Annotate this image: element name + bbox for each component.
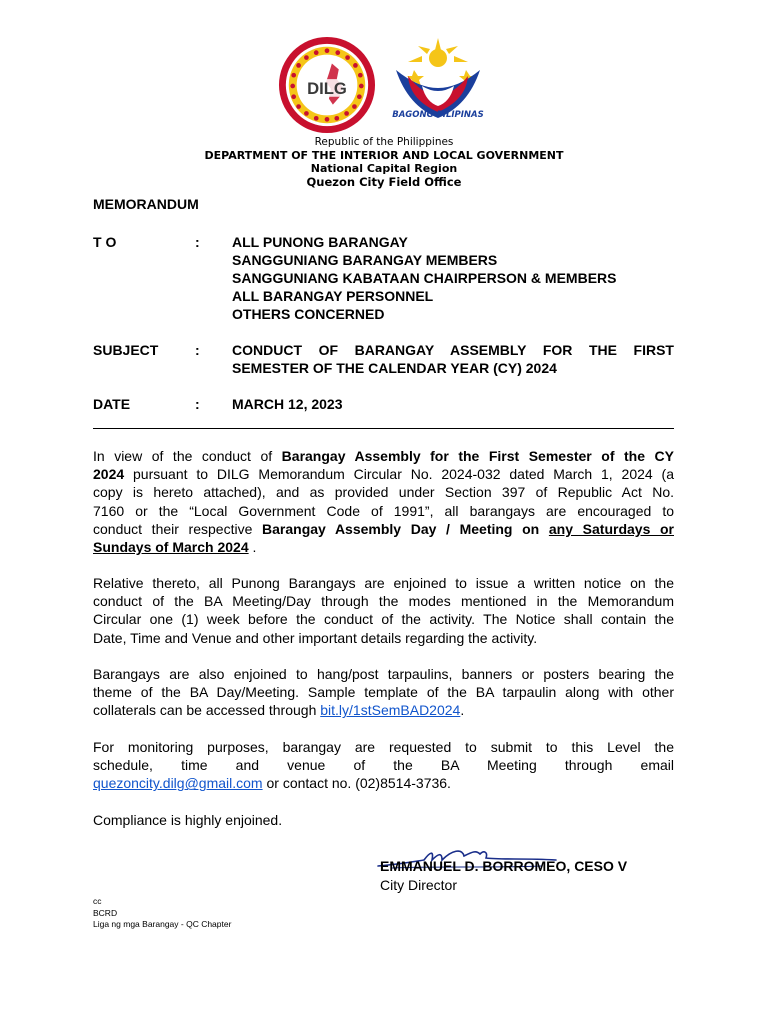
department-line: DEPARTMENT OF THE INTERIOR AND LOCAL GOVERNMENT: [204, 149, 564, 162]
subject-value: [232, 341, 674, 377]
paragraph-1: [93, 447, 674, 556]
text-line: Date, Time and Venue and other important details regarding the activity.: [93, 629, 538, 646]
tarpaulin-link[interactable]: bit.ly/1stSemBAD2024: [320, 702, 461, 719]
cc-recipient: Liga ng mga Barangay - QC Chapter: [93, 919, 232, 929]
text-line: For monitoring purposes, barangay are requested to submit to this Level the: [93, 739, 674, 755]
cc-block: [93, 896, 231, 931]
subject-colon: :: [195, 342, 200, 358]
bold-text-run: Barangay Assembly for the First Semester of the CY: [281, 448, 674, 464]
date-value: MARCH 12, 2023: [232, 396, 343, 412]
text-line: 7160 or the “Local Government Code of 1991”, all barangays are encouraged to: [93, 502, 674, 519]
subject-line-1: CONDUCT OF BARANGAY ASSEMBLY FOR THE FIRST: [232, 342, 674, 358]
compliance-line: Compliance is highly enjoined.: [93, 812, 283, 828]
paragraph-4: [93, 738, 674, 793]
agency-header: [150, 136, 618, 189]
text-run: conduct their respective: [93, 520, 263, 537]
to-colon: :: [195, 234, 200, 250]
recipients-list: [232, 233, 674, 323]
underlined-text-run: Sundays of March 2024: [93, 539, 249, 556]
text-run: pursuant to DILG Memorandum Circular No. 2024-032 dated March 1, 2024 (a: [124, 466, 674, 483]
cc-label: cc: [93, 896, 102, 906]
field-office-line: Quezon City Field Office: [306, 175, 462, 189]
text-line: Relative thereto, all Punong Barangays are enjoined to issue a written notice on the: [93, 575, 674, 591]
bagong-pilipinas-logo-text: BAGONG PILIPINAS: [392, 110, 484, 120]
text-line: Barangays are also enjoined to hang/post tarpaulins, banners or posters bearing the: [93, 666, 674, 682]
signatory-title: City Director: [380, 877, 458, 893]
text-run: .: [460, 702, 465, 719]
date-colon: :: [195, 396, 200, 412]
paragraph-2: [93, 574, 674, 647]
recipient-item: SANGGUNIANG KABATAAN CHAIRPERSON & MEMBERS: [232, 270, 617, 286]
republic-line: Republic of the Philippines: [314, 136, 454, 148]
paragraph-3: [93, 665, 674, 720]
email-link[interactable]: quezoncity.dilg@gmail.com: [93, 775, 263, 792]
dilg-seal-icon: [278, 36, 376, 134]
subject-line-2: SEMESTER OF THE CALENDAR YEAR (CY) 2024: [232, 360, 557, 376]
cc-recipient: BCRD: [93, 907, 118, 918]
to-label: T O: [93, 234, 117, 250]
bold-text-run: Barangay Assembly Day / Meeting on: [262, 520, 549, 537]
bold-text-run: 2024: [93, 466, 125, 483]
text-line: conduct of the BA Meeting/Day through the modes mentioned in the Memorandum: [93, 593, 674, 610]
text-line: theme of the BA Day/Meeting. Sample template of the BA tarpaulin along with other: [93, 684, 674, 701]
text-line: copy is hereto attached), and as provided under Section 397 of Republic Act No.: [93, 484, 674, 501]
region-line: National Capital Region: [310, 162, 458, 175]
text-line: schedule, time and venue of the BA Meeting through email: [93, 757, 674, 774]
recipient-item: ALL PUNONG BARANGAY: [232, 234, 408, 250]
dilg-seal-text: DILG: [307, 78, 347, 98]
recipient-item: SANGGUNIANG BARANGAY MEMBERS: [232, 252, 498, 268]
text-run: collaterals can be accessed through: [93, 702, 321, 719]
text-run: or contact no. (02)8514-3736.: [262, 775, 451, 792]
header-divider: [93, 428, 674, 429]
signatory-name: EMMANUEL D. BORROMEO, CESO V: [380, 858, 628, 874]
recipient-item: ALL BARANGAY PERSONNEL: [232, 288, 434, 304]
subject-label: SUBJECT: [93, 342, 159, 358]
date-label: DATE: [93, 396, 131, 412]
recipient-item: OTHERS CONCERNED: [232, 306, 385, 322]
text-run: In view of the conduct of: [93, 448, 282, 464]
text-run: .: [248, 539, 257, 556]
underlined-text-run: any Saturdays or: [548, 520, 674, 537]
memo-title: MEMORANDUM: [93, 196, 199, 212]
text-line: Circular one (1) week before the conduct of the activity. The Notice shall contain the: [93, 611, 674, 628]
paragraph-5: [93, 811, 674, 829]
